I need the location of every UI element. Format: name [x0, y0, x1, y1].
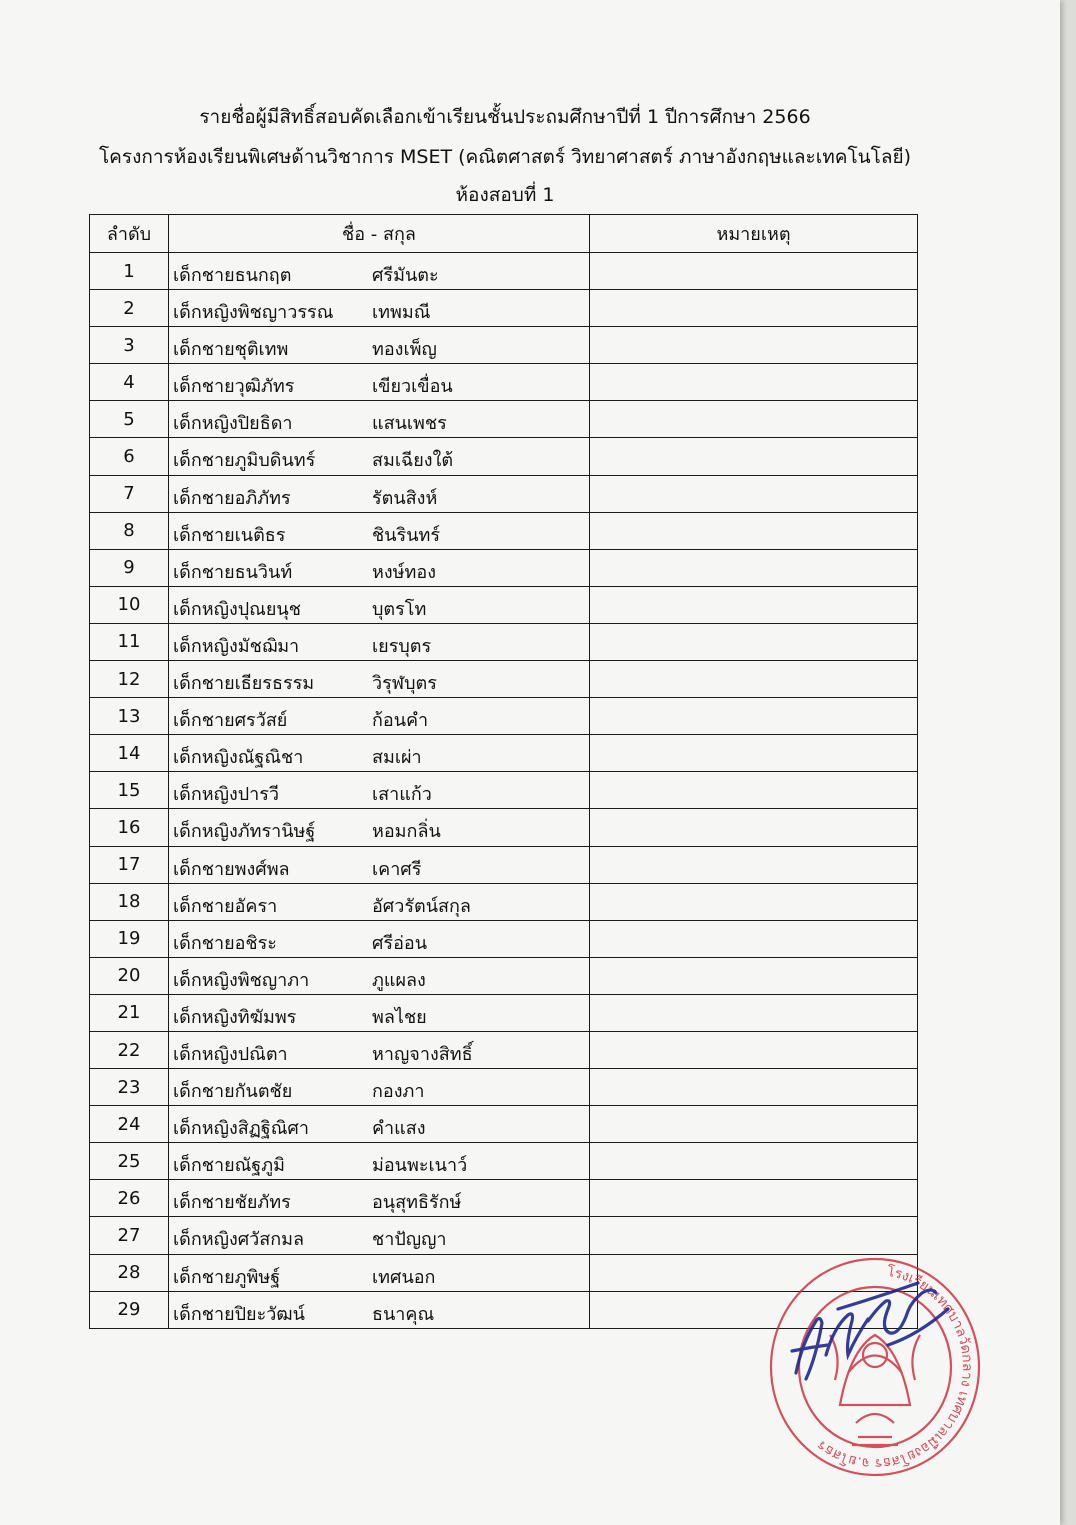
remark-cell: [590, 846, 918, 883]
table-row: [90, 586, 918, 623]
row-number: 23: [90, 1069, 169, 1106]
remark-cell: [590, 475, 918, 512]
student-last-name: เขียวเขื่อน: [372, 376, 453, 398]
student-first-name: เด็กหญิงพิชญาภา: [173, 969, 310, 991]
stamp-ring-text: โรงเรียนเทศบาลวัดกลาง เทศบาลเมืองยโสธร จ.ยโสธร: [814, 1263, 975, 1472]
remark-cell: [590, 401, 918, 438]
row-number: 16: [90, 809, 169, 846]
student-last-name: ม่อนพะเนาว์: [372, 1155, 468, 1177]
remark-cell: [590, 586, 918, 623]
remark-cell: [590, 512, 918, 549]
student-first-name: เด็กชายเธียรธรรม: [173, 673, 315, 695]
student-name-cell: [169, 994, 590, 1031]
student-name-cell: [169, 809, 590, 846]
student-first-name: เด็กชายอภิภัทร: [173, 487, 291, 509]
student-last-name: ศรีมันตะ: [372, 265, 439, 286]
student-first-name: เด็กหญิงสิฏฐิณิศา: [173, 1118, 309, 1140]
remark-cell: [590, 1069, 918, 1106]
row-number: 26: [90, 1180, 169, 1217]
handwritten-signature: [792, 1283, 948, 1379]
remark-cell: [590, 661, 918, 698]
student-last-name: พลไชย: [372, 1006, 427, 1028]
row-number: 7: [90, 475, 169, 512]
row-number: 6: [90, 438, 169, 475]
student-first-name: เด็กชายกันตชัย: [173, 1081, 293, 1103]
student-first-name: เด็กชายปิยะวัฒน์: [173, 1303, 305, 1325]
table-row: [90, 327, 918, 364]
header-name: ชื่อ - สกุล: [169, 215, 590, 253]
student-last-name: แสนเพชร: [372, 413, 447, 435]
student-last-name: หงษ์ทอง: [372, 561, 436, 583]
table-row: [90, 957, 918, 994]
student-name-cell: [169, 772, 590, 809]
student-first-name: เด็กหญิงทิฆัมพร: [173, 1006, 297, 1028]
student-name-cell: [169, 957, 590, 994]
table-row: [90, 994, 918, 1031]
student-name-cell: [169, 290, 590, 327]
student-name-cell: [169, 735, 590, 772]
student-first-name: เด็กหญิงปณิตา: [173, 1043, 288, 1065]
table-body: [90, 253, 918, 1329]
table-row: [90, 438, 918, 475]
candidate-table: [89, 214, 918, 1329]
school-seal-stamp: [768, 1255, 982, 1477]
remark-cell: [590, 438, 918, 475]
student-name-cell: [169, 438, 590, 475]
student-last-name: ธนาคุณ: [372, 1303, 435, 1325]
table-row: [90, 475, 918, 512]
student-first-name: เด็กชายธนกฤต: [173, 265, 292, 286]
remark-cell: [590, 327, 918, 364]
table-row: [90, 512, 918, 549]
student-first-name: เด็กชายเนติธร: [173, 524, 286, 546]
remark-cell: [590, 364, 918, 401]
student-first-name: เด็กชายศรวัสย์: [173, 710, 288, 732]
student-name-cell: [169, 623, 590, 660]
table-row: [90, 1180, 918, 1217]
row-number: 29: [90, 1291, 169, 1328]
row-number: 15: [90, 772, 169, 809]
student-last-name: หาญจางสิทธิ์: [372, 1043, 473, 1065]
row-number: 20: [90, 957, 169, 994]
student-name-cell: [169, 1106, 590, 1143]
remark-cell: [590, 253, 918, 290]
row-number: 5: [90, 401, 169, 438]
row-number: 1: [90, 253, 169, 290]
student-first-name: เด็กชายอชิระ: [173, 932, 277, 954]
student-name-cell: [169, 920, 590, 957]
student-name-cell: [169, 475, 590, 512]
table-header-row: [90, 215, 918, 253]
student-first-name: เด็กหญิงพิชญาวรรณ: [173, 302, 334, 324]
table-row: [90, 1143, 918, 1180]
row-number: 12: [90, 661, 169, 698]
student-last-name: สมเฉียงใต้: [372, 450, 454, 472]
student-name-cell: [169, 1291, 590, 1328]
table-row: [90, 1106, 918, 1143]
row-number: 3: [90, 327, 169, 364]
remark-cell: [590, 698, 918, 735]
row-number: 11: [90, 623, 169, 660]
row-number: 9: [90, 549, 169, 586]
row-number: 27: [90, 1217, 169, 1254]
student-name-cell: [169, 846, 590, 883]
table-row: [90, 401, 918, 438]
table-row: [90, 253, 918, 290]
row-number: 25: [90, 1143, 169, 1180]
row-number: 8: [90, 512, 169, 549]
remark-cell: [590, 1031, 918, 1068]
student-last-name: ชินรินทร์: [372, 524, 441, 546]
table-row: [90, 661, 918, 698]
remark-cell: [590, 920, 918, 957]
remark-cell: [590, 772, 918, 809]
student-first-name: เด็กชายธนวินท์: [173, 561, 293, 583]
header-remark: หมายเหตุ: [590, 215, 918, 253]
row-number: 13: [90, 698, 169, 735]
row-number: 10: [90, 586, 169, 623]
student-name-cell: [169, 1069, 590, 1106]
student-last-name: เทพมณี: [372, 302, 431, 324]
student-last-name: เคาศรี: [372, 858, 422, 880]
student-name-cell: [169, 401, 590, 438]
student-first-name: เด็กชายณัฐภูมิ: [173, 1155, 285, 1177]
student-last-name: คำแสง: [372, 1118, 426, 1140]
student-last-name: เยรบุตร: [372, 635, 432, 657]
student-first-name: เด็กหญิงศวัสกมล: [173, 1229, 305, 1251]
student-last-name: วิรุฬบุตร: [372, 673, 437, 695]
student-name-cell: [169, 253, 590, 290]
student-first-name: เด็กชายชุติเทพ: [173, 339, 289, 361]
student-first-name: เด็กหญิงปิยธิดา: [173, 413, 293, 435]
remark-cell: [590, 994, 918, 1031]
table-row: [90, 846, 918, 883]
remark-cell: [590, 957, 918, 994]
student-first-name: เด็กหญิงภัทรานิษฐ์: [173, 821, 316, 843]
row-number: 21: [90, 994, 169, 1031]
student-first-name: เด็กชายพงศ์พล: [173, 858, 290, 880]
student-name-cell: [169, 1217, 590, 1254]
remark-cell: [590, 1143, 918, 1180]
student-name-cell: [169, 327, 590, 364]
student-first-name: เด็กชายอัครา: [173, 895, 278, 917]
student-last-name: บุตรโท: [372, 598, 427, 620]
row-number: 14: [90, 735, 169, 772]
student-name-cell: [169, 1180, 590, 1217]
document-title: รายชื่อผู้มีสิทธิ์สอบคัดเลือกเข้าเรียนชั้นประถมศึกษาปีที่ 1 ปีการศึกษา 2566: [199, 106, 811, 128]
student-name-cell: [169, 549, 590, 586]
row-number: 18: [90, 883, 169, 920]
row-number: 2: [90, 290, 169, 327]
remark-cell: [590, 1106, 918, 1143]
row-number: 22: [90, 1031, 169, 1068]
student-name-cell: [169, 1254, 590, 1291]
table-row: [90, 883, 918, 920]
student-name-cell: [169, 512, 590, 549]
remark-cell: [590, 809, 918, 846]
student-name-cell: [169, 586, 590, 623]
table-row: [90, 698, 918, 735]
row-number: 24: [90, 1106, 169, 1143]
table-row: [90, 364, 918, 401]
exam-room-title: ห้องสอบที่ 1: [455, 184, 555, 206]
student-last-name: กองภา: [372, 1081, 425, 1103]
table-row: [90, 549, 918, 586]
remark-cell: [590, 1180, 918, 1217]
student-name-cell: [169, 883, 590, 920]
table-row: [90, 809, 918, 846]
student-last-name: อนุสุทธิรักษ์: [372, 1192, 462, 1214]
student-last-name: เทศนอก: [372, 1266, 436, 1288]
table-row: [90, 1069, 918, 1106]
remark-cell: [590, 735, 918, 772]
remark-cell: [590, 883, 918, 920]
student-last-name: ทองเพ็ญ: [372, 339, 437, 361]
student-name-cell: [169, 698, 590, 735]
student-last-name: อัศวรัตน์สกุล: [372, 895, 471, 917]
table-row: [90, 735, 918, 772]
student-name-cell: [169, 364, 590, 401]
table-row: [90, 920, 918, 957]
student-name-cell: [169, 1143, 590, 1180]
student-name-cell: [169, 661, 590, 698]
table-row: [90, 290, 918, 327]
student-first-name: เด็กชายวุฒิภัทร: [173, 376, 295, 398]
table-row: [90, 772, 918, 809]
remark-cell: [590, 623, 918, 660]
header-order: ลำดับ: [90, 215, 169, 253]
table-row: [90, 1031, 918, 1068]
student-last-name: สมเผ่า: [372, 747, 422, 769]
row-number: 4: [90, 364, 169, 401]
student-name-cell: [169, 1031, 590, 1068]
student-last-name: เสาแก้ว: [372, 784, 432, 806]
student-last-name: ก้อนคำ: [372, 710, 429, 732]
remark-cell: [590, 549, 918, 586]
student-last-name: ศรีอ่อน: [372, 932, 428, 954]
student-first-name: เด็กชายภูมิบดินทร์: [173, 450, 316, 472]
table-row: [90, 1217, 918, 1254]
remark-cell: [590, 290, 918, 327]
student-last-name: รัตนสิงห์: [372, 487, 438, 509]
student-first-name: เด็กหญิงปุณยนุช: [173, 598, 301, 620]
row-number: 19: [90, 920, 169, 957]
student-first-name: เด็กชายภูพิษฐ์: [173, 1266, 281, 1288]
student-last-name: ภูแผลง: [372, 969, 426, 991]
student-first-name: เด็กหญิงณัฐณิชา: [173, 747, 304, 769]
student-first-name: เด็กชายชัยภัทร: [173, 1192, 291, 1214]
table-row: [90, 623, 918, 660]
student-last-name: หอมกลิ่น: [372, 821, 441, 843]
row-number: 28: [90, 1254, 169, 1291]
program-title: โครงการห้องเรียนพิเศษด้านวิชาการ MSET (คณิตศาสตร์ วิทยาศาสตร์ ภาษาอังกฤษและเทคโนโลยี): [98, 146, 912, 168]
student-first-name: เด็กหญิงมัชฌิมา: [173, 635, 300, 657]
student-first-name: เด็กหญิงปารวี: [173, 784, 280, 806]
row-number: 17: [90, 846, 169, 883]
remark-cell: [590, 1217, 918, 1254]
student-last-name: ชาปัญญา: [372, 1229, 447, 1251]
